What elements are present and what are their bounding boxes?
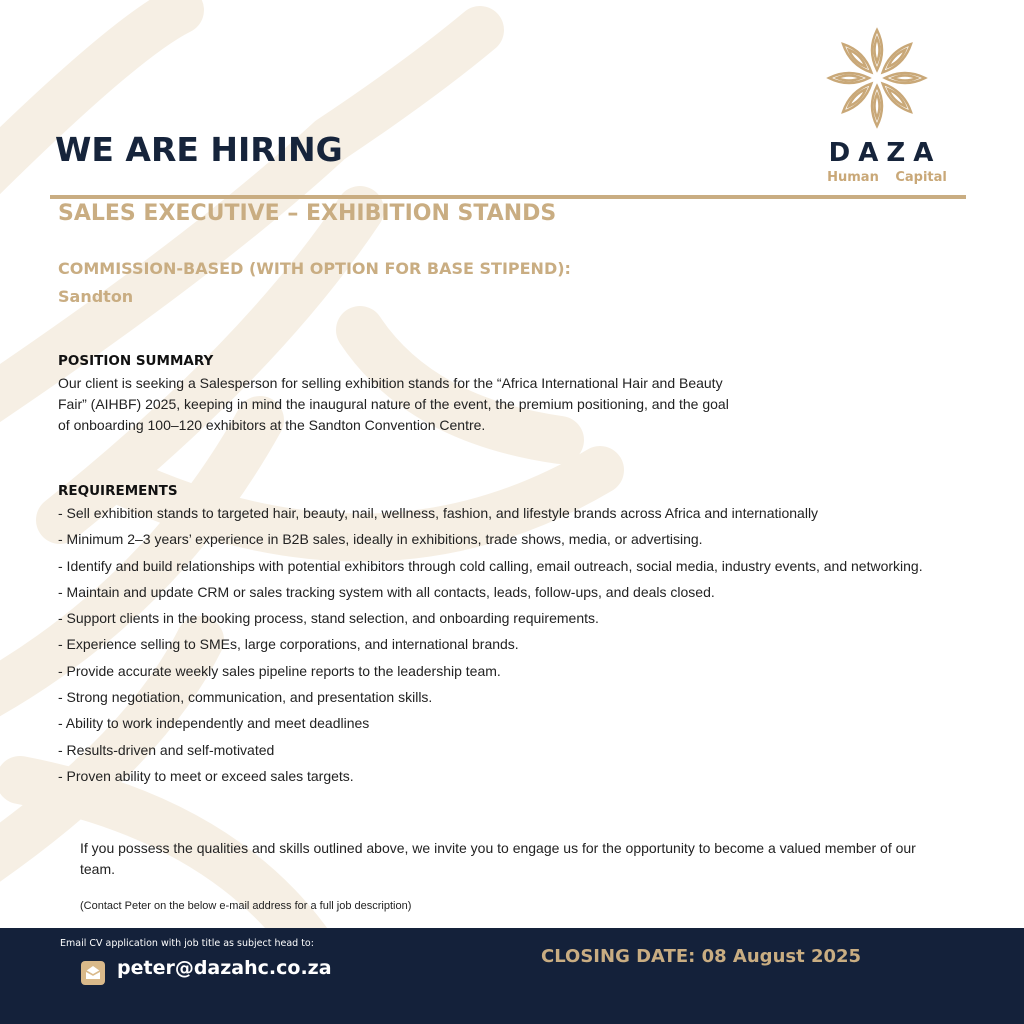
contact-email-link[interactable]: peter@dazahc.co.za <box>117 957 332 979</box>
invitation-text: If you possess the qualities and skills outlined above, we invite you to engage us for the opportunity to become a valued member of our team. <box>80 840 916 877</box>
header-divider <box>50 195 966 199</box>
footer-bar <box>0 928 1024 1024</box>
requirement-item: - Experience selling to SMEs, large corporations, and international brands. <box>58 636 519 653</box>
hiring-headline: WE ARE HIRING <box>55 130 343 169</box>
requirement-item: - Results-driven and self-motivated <box>58 741 275 758</box>
mail-icon <box>81 961 105 985</box>
daza-logo <box>805 20 965 190</box>
logo-name: DAZA <box>828 138 942 168</box>
requirement-item: - Strong negotiation, communication, and presentation skills. <box>58 689 433 706</box>
compensation-line: COMMISSION-BASED (WITH OPTION FOR BASE STIPEND): <box>58 259 571 278</box>
position-summary-text: Our client is seeking a Salesperson for selling exhibition stands for the “Africa International Hair and Beauty Fair” (AIHBF) 2025, keeping in mind the inaugural nature of the event, the premium positioning, and the goal of onboarding 100–120 exhibitors at the Sandton Convention Centre. <box>58 375 729 433</box>
requirement-item: - Support clients in the booking process, stand selection, and onboarding requirements. <box>58 610 599 627</box>
closing-date: CLOSING DATE: 08 August 2025 <box>541 946 862 967</box>
footer-instruction: Email CV application with job title as subject head to: <box>60 938 314 949</box>
requirement-item: - Maintain and update CRM or sales tracking system with all contacts, leads, follow-ups, and deals closed. <box>58 583 715 600</box>
requirement-item: - Provide accurate weekly sales pipeline reports to the leadership team. <box>58 662 501 679</box>
position-summary-heading: POSITION SUMMARY <box>58 353 214 369</box>
requirement-item: - Minimum 2–3 years’ experience in B2B sales, ideally in exhibitions, trade shows, media, or advertising. <box>58 531 703 548</box>
requirements-list <box>58 503 958 792</box>
job-location: Sandton <box>58 287 134 306</box>
requirement-item: - Sell exhibition stands to targeted hair, beauty, nail, wellness, fashion, and lifestyle brands across Africa and internationally <box>58 505 819 521</box>
job-title: SALES EXECUTIVE – EXHIBITION STANDS <box>58 201 557 226</box>
lotus-mandala-icon <box>805 20 965 135</box>
logo-subtitle: Human Capital <box>827 170 947 185</box>
requirements-heading: REQUIREMENTS <box>58 483 178 499</box>
requirement-item: - Identify and build relationships with potential exhibitors through cold calling, email outreach, social media, industry events, and networking. <box>58 557 923 574</box>
requirement-item: - Ability to work independently and meet deadlines <box>58 715 370 732</box>
contact-note: (Contact Peter on the below e-mail address for a full job description) <box>80 900 412 912</box>
requirement-item: - Proven ability to meet or exceed sales targets. <box>58 767 354 784</box>
